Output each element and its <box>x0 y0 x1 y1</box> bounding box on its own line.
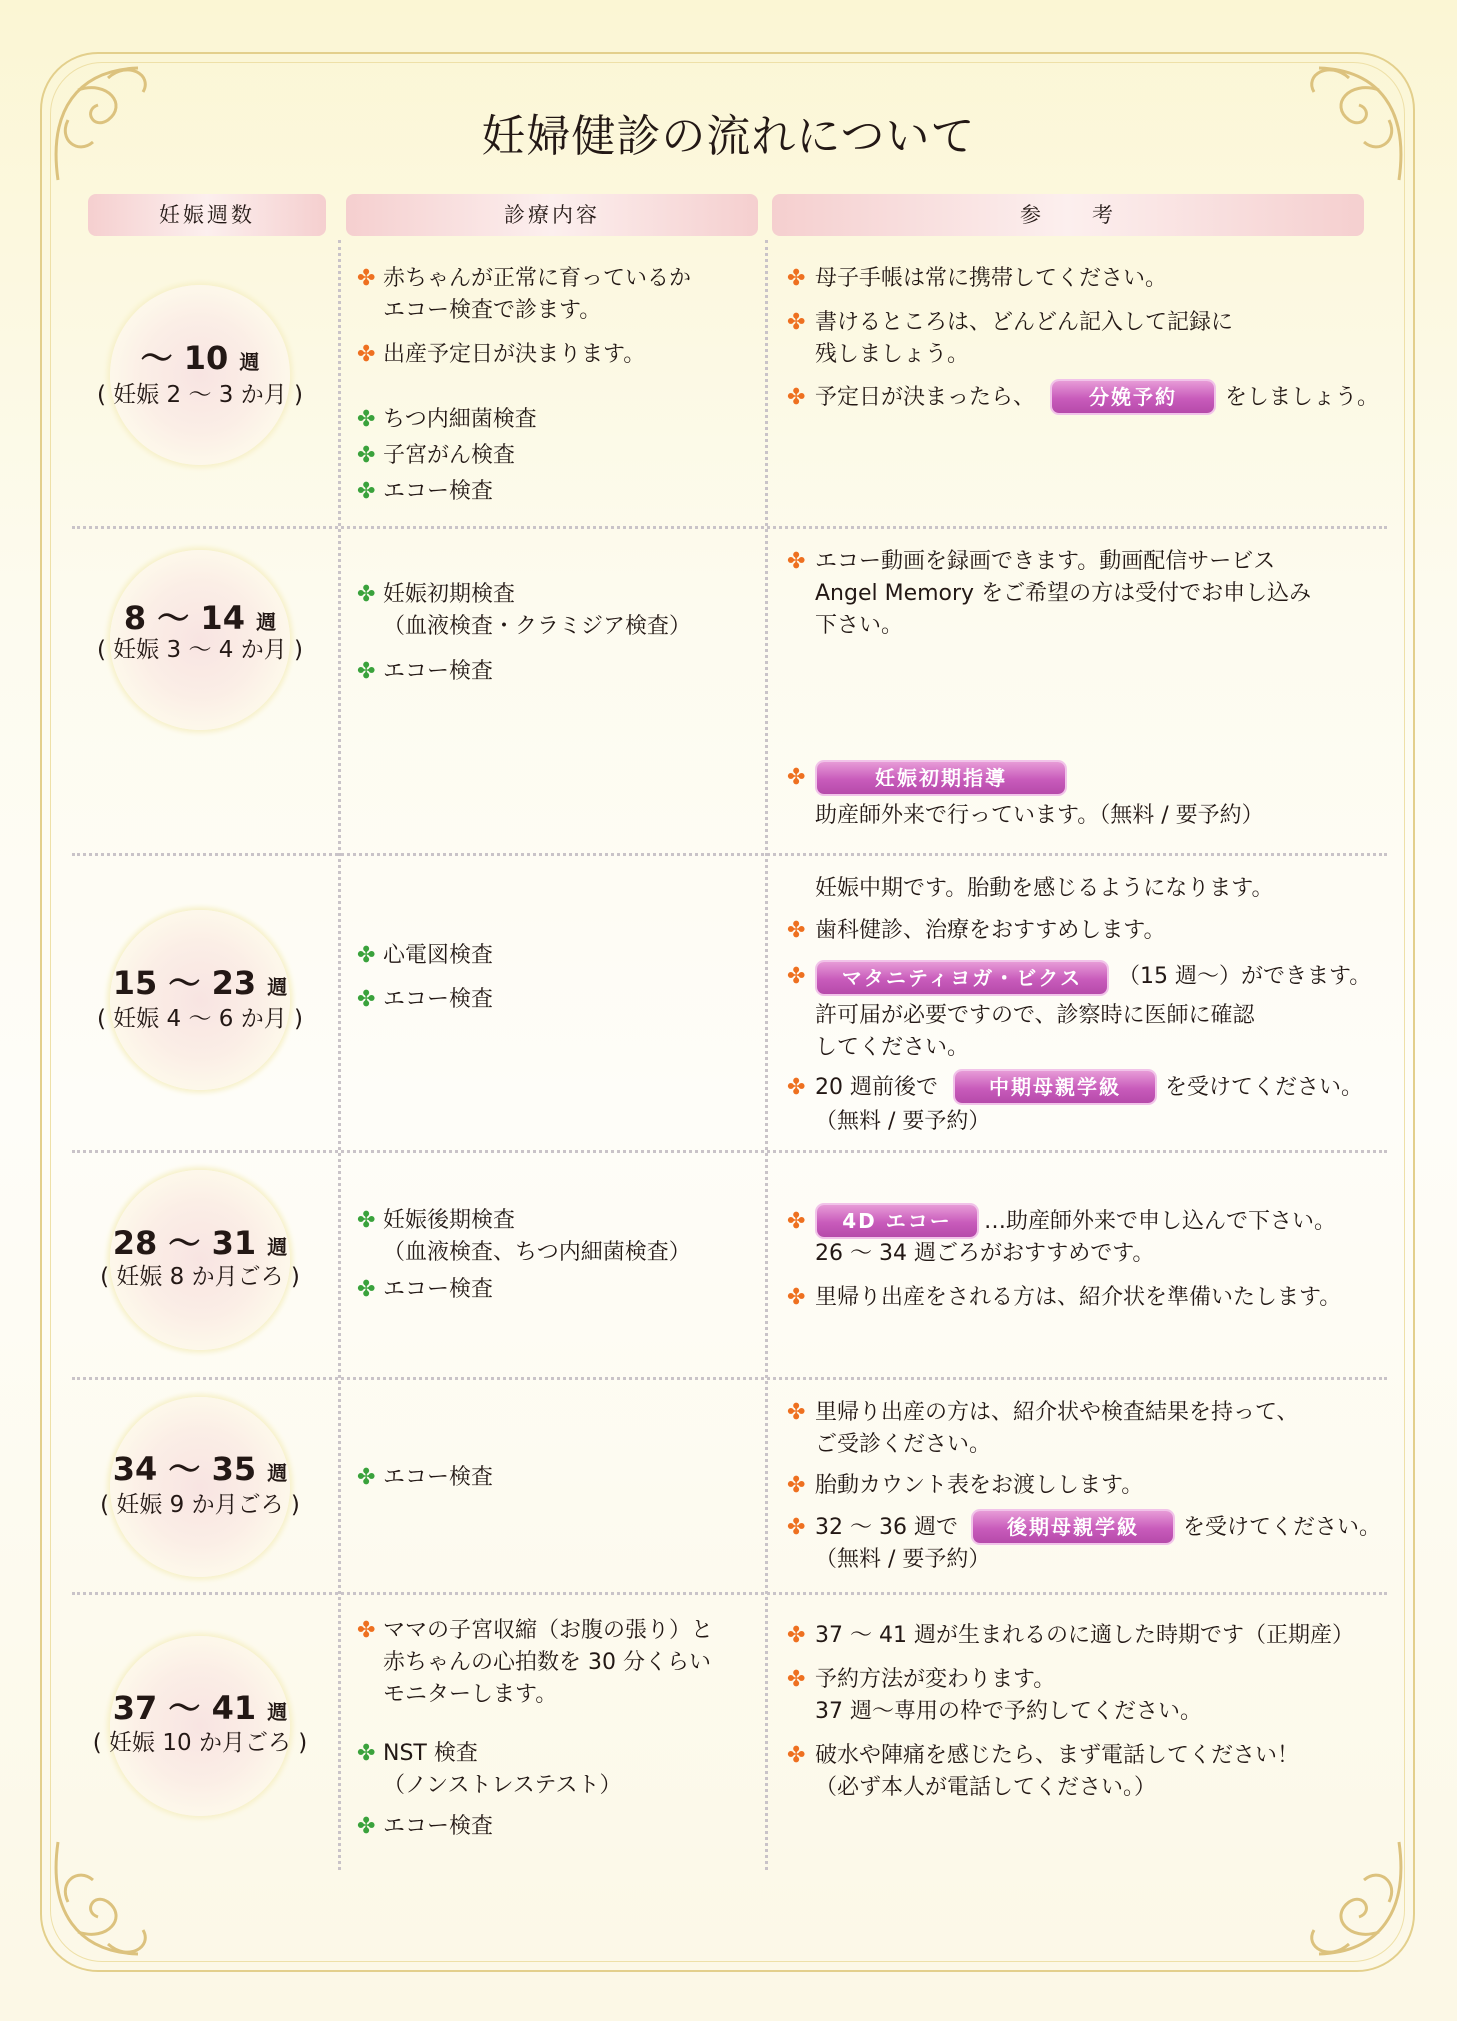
note-item: 残しましょう。 <box>815 342 970 367</box>
note-item: 26 ～ 34 週ごろがおすすめです。 <box>815 1241 1155 1266</box>
orange-bullet-icon: ✤ <box>787 266 806 291</box>
note-item: （無料 / 要予約） <box>815 1547 991 1572</box>
note-item: 里帰り出産をされる方は、紹介状を準備いたします。 <box>815 1285 1342 1310</box>
week-range: 28 ～ 31 週 <box>112 1224 288 1262</box>
corner-swirl-bottom-right <box>1279 1832 1419 1972</box>
note-item: 妊娠中期です。胎動を感じるようになります。 <box>815 876 1274 901</box>
orange-bullet-icon: ✤ <box>787 1515 806 1540</box>
page-title: 妊婦健診の流れについて <box>481 111 976 162</box>
content-item: 赤ちゃんの心拍数を 30 分くらい <box>383 1650 711 1675</box>
week-range: 8 ～ 14 週 <box>123 599 277 637</box>
week-range: ～ 10 週 <box>140 339 260 377</box>
content-item: 出産予定日が決まります。 <box>383 342 646 367</box>
content-item: エコー検査 <box>383 659 494 684</box>
content-item: エコー検査 <box>383 1465 494 1490</box>
note-item: 37 ～ 41 週が生まれるのに適した時期です（正期産） <box>815 1623 1354 1648</box>
note-item: 書けるところは、どんどん記入して記録に <box>815 310 1234 335</box>
green-bullet-icon: ✤ <box>357 659 376 684</box>
week-range: 34 ～ 35 週 <box>112 1450 288 1488</box>
note-item: 胎動カウント表をお渡しします。 <box>815 1473 1144 1498</box>
content-item: 心電図検査 <box>383 943 494 968</box>
header-weeks: 妊娠週数 <box>88 194 326 236</box>
orange-bullet-icon: ✤ <box>357 266 376 291</box>
content-item: モニターします。 <box>383 1682 558 1707</box>
month-range: ( 妊娠 3 ～ 4 か月 ) <box>96 637 304 663</box>
orange-bullet-icon: ✤ <box>787 1400 806 1425</box>
content-item: エコー検査 <box>383 1277 494 1302</box>
note-item: エコー動画を録画できます。動画配信サービス <box>815 549 1276 574</box>
row-divider <box>72 1377 1387 1380</box>
content-item: （ノンストレステスト） <box>383 1773 622 1798</box>
content-item: （血液検査、ちつ内細菌検査） <box>383 1240 691 1265</box>
badge-delivery-reservation[interactable]: 分娩予約 <box>1052 381 1214 413</box>
row-divider <box>72 526 1387 529</box>
orange-bullet-icon: ✤ <box>357 1618 376 1643</box>
orange-bullet-icon: ✤ <box>787 918 806 943</box>
orange-bullet-icon: ✤ <box>787 1623 806 1648</box>
note-item: Angel Memory をご希望の方は受付でお申し込み <box>815 581 1312 606</box>
note-item: 歯科健診、治療をおすすめします。 <box>815 918 1166 943</box>
orange-bullet-icon: ✤ <box>787 765 806 790</box>
content-item: （血液検査・クラミジア検査） <box>383 614 692 639</box>
corner-swirl-bottom-left <box>38 1832 178 1972</box>
content-item: 子宮がん検査 <box>383 443 516 468</box>
note-item: 予定日が決まったら、 <box>815 385 1036 410</box>
orange-bullet-icon: ✤ <box>787 1285 806 1310</box>
badge-late-parent-class[interactable]: 後期母親学級 <box>973 1511 1173 1543</box>
header-notes: 参 考 <box>772 194 1364 236</box>
orange-bullet-icon: ✤ <box>357 342 376 367</box>
note-item: 破水や陣痛を感じたら、まず電話してください！ <box>815 1743 1300 1768</box>
column-divider <box>338 240 341 1870</box>
green-bullet-icon: ✤ <box>357 407 376 432</box>
content-item: エコー検査 <box>383 1814 494 1839</box>
note-item: 32 ～ 36 週で <box>815 1515 958 1540</box>
green-bullet-icon: ✤ <box>357 1277 376 1302</box>
content-item: エコー検査 <box>383 479 494 504</box>
green-bullet-icon: ✤ <box>357 443 376 468</box>
green-bullet-icon: ✤ <box>357 943 376 968</box>
orange-bullet-icon: ✤ <box>787 549 806 574</box>
month-range: ( 妊娠 10 か月ごろ ) <box>92 1730 308 1756</box>
green-bullet-icon: ✤ <box>357 1814 376 1839</box>
note-item: 母子手帳は常に携帯してください。 <box>815 266 1168 291</box>
content-item: NST 検査 <box>383 1741 478 1766</box>
note-item: （無料 / 要予約） <box>815 1109 991 1134</box>
note-item: を受けてください。 <box>1165 1075 1364 1100</box>
content-item: 赤ちゃんが正常に育っているか <box>383 266 692 291</box>
note-item: 助産師外来で行っています。（無料 / 要予約） <box>815 803 1264 828</box>
badge-mid-parent-class[interactable]: 中期母親学級 <box>955 1071 1155 1103</box>
month-range: ( 妊娠 8 か月ごろ ) <box>100 1264 300 1290</box>
content-item: エコー検査で診ます。 <box>383 298 602 323</box>
row-divider <box>72 1150 1387 1153</box>
orange-bullet-icon: ✤ <box>787 1075 806 1100</box>
orange-bullet-icon: ✤ <box>787 1667 806 1692</box>
badge-early-pregnancy-guidance[interactable]: 妊娠初期指導 <box>817 762 1065 794</box>
note-item: 許可届が必要ですので、診察時に医師に確認 <box>815 1003 1255 1028</box>
orange-bullet-icon: ✤ <box>787 1743 806 1768</box>
orange-bullet-icon: ✤ <box>787 310 806 335</box>
badge-maternity-yoga[interactable]: マタニティヨガ・ビクス <box>817 962 1107 994</box>
badge-4d-echo[interactable]: 4D エコー <box>817 1205 977 1237</box>
orange-bullet-icon: ✤ <box>787 385 806 410</box>
row-divider <box>72 853 1387 856</box>
note-item: 下さい。 <box>815 613 904 638</box>
green-bullet-icon: ✤ <box>357 1465 376 1490</box>
content-item: 妊娠後期検査 <box>383 1208 516 1233</box>
green-bullet-icon: ✤ <box>357 1741 376 1766</box>
note-item: 里帰り出産の方は、紹介状や検査結果を持って、 <box>815 1400 1299 1425</box>
note-item: 20 週前後で <box>815 1075 938 1100</box>
month-range: ( 妊娠 4 ～ 6 か月 ) <box>96 1006 304 1032</box>
note-item: をしましょう。 <box>1225 385 1380 410</box>
note-item: を受けてください。 <box>1183 1515 1382 1540</box>
orange-bullet-icon: ✤ <box>787 1473 806 1498</box>
column-divider <box>765 240 768 1870</box>
content-item: ママの子宮収縮（お腹の張り）と <box>383 1618 714 1643</box>
note-item: してください。 <box>815 1035 970 1060</box>
note-item: （15 週～）ができます。 <box>1118 964 1372 989</box>
green-bullet-icon: ✤ <box>357 479 376 504</box>
green-bullet-icon: ✤ <box>357 987 376 1012</box>
content-item: ちつ内細菌検査 <box>383 407 537 432</box>
row-divider <box>72 1592 1387 1595</box>
orange-bullet-icon: ✤ <box>787 964 806 989</box>
content-item: エコー検査 <box>383 987 494 1012</box>
header-content: 診療内容 <box>346 194 758 236</box>
note-item: …助産師外来で申し込んで下さい。 <box>984 1209 1337 1234</box>
content-item: 妊娠初期検査 <box>383 582 516 607</box>
green-bullet-icon: ✤ <box>357 582 376 607</box>
week-range: 15 ～ 23 週 <box>112 964 288 1002</box>
orange-bullet-icon: ✤ <box>787 1209 806 1234</box>
note-item: （必ず本人が電話してください。） <box>815 1775 1157 1800</box>
note-item: 37 週～専用の枠で予約してください。 <box>815 1699 1202 1724</box>
month-range: ( 妊娠 2 ～ 3 か月 ) <box>96 382 304 408</box>
week-range: 37 ～ 41 週 <box>112 1689 288 1727</box>
note-item: 予約方法が変わります。 <box>815 1667 1056 1692</box>
green-bullet-icon: ✤ <box>357 1208 376 1233</box>
note-item: ご受診ください。 <box>815 1432 992 1457</box>
month-range: ( 妊娠 9 か月ごろ ) <box>100 1492 300 1518</box>
